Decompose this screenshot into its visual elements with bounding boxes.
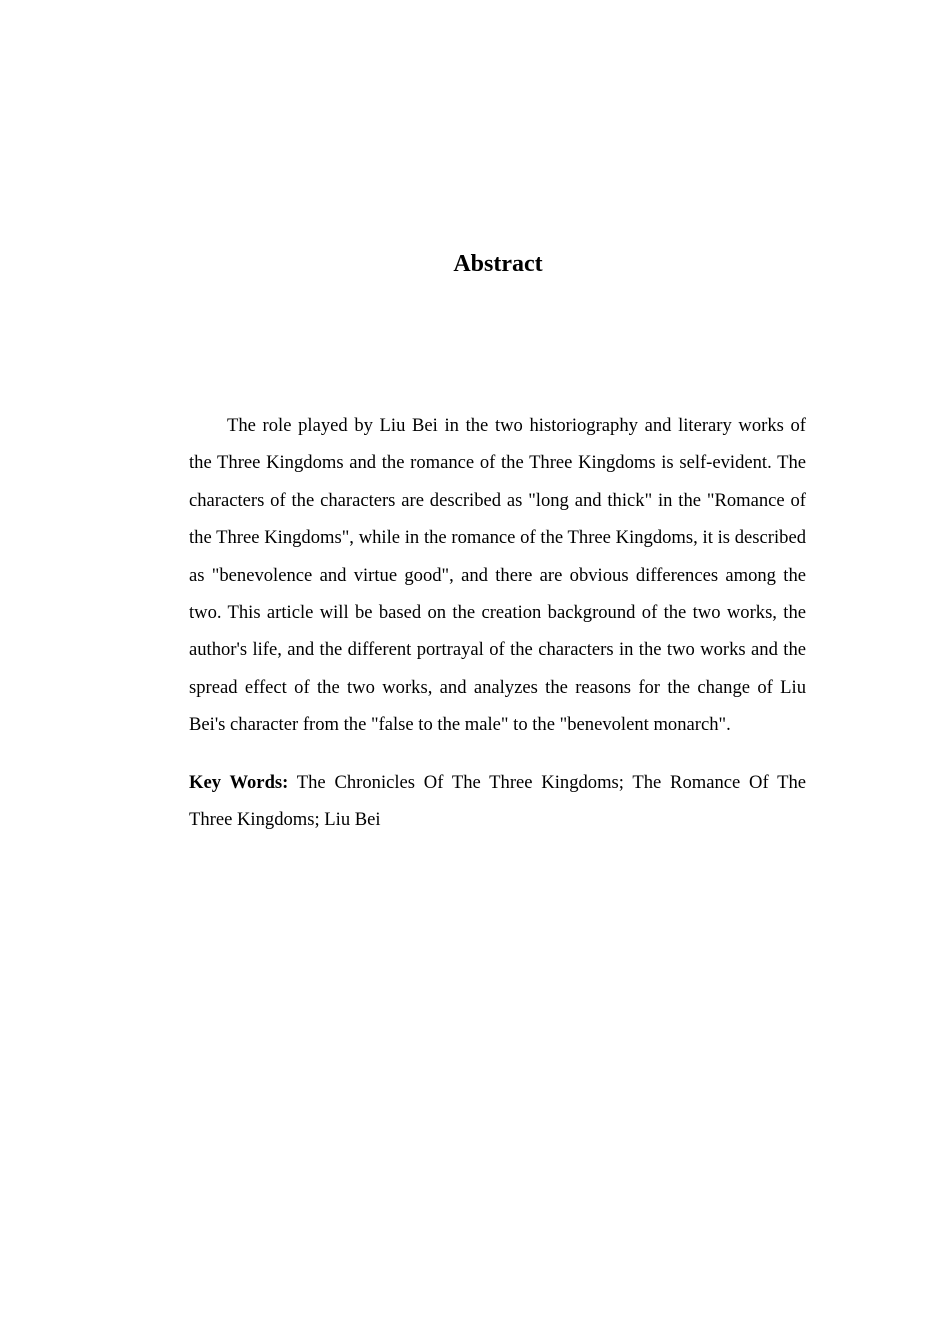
keywords-label: Key Words: [189, 771, 289, 793]
abstract-paragraph: The role played by Liu Bei in the two historiography and literary works of the Three Kingdoms and the romance of the Three Kingdoms is self-evident. The characters of the characters are described as "long and thick" in the "Romance of the Three Kingdoms", while in the romance of the Three Kingdoms, it is described as "benevolence and virtue good", and there are obvious differences among the two. This article will be based on the creation background of the two works, the author's life, and the different portrayal of the characters in the two works and the spread effect of the two works, and analyzes the reasons for the change of Liu Bei's character from the "false to the male" to the "benevolent monarch". [189, 415, 806, 736]
abstract-body [189, 407, 806, 838]
page-title: Abstract [453, 251, 543, 277]
keywords-line [189, 764, 806, 839]
keywords-value: The Chronicles Of The Three Kingdoms; The Romance Of The Three Kingdoms; Liu Bei [189, 771, 807, 831]
